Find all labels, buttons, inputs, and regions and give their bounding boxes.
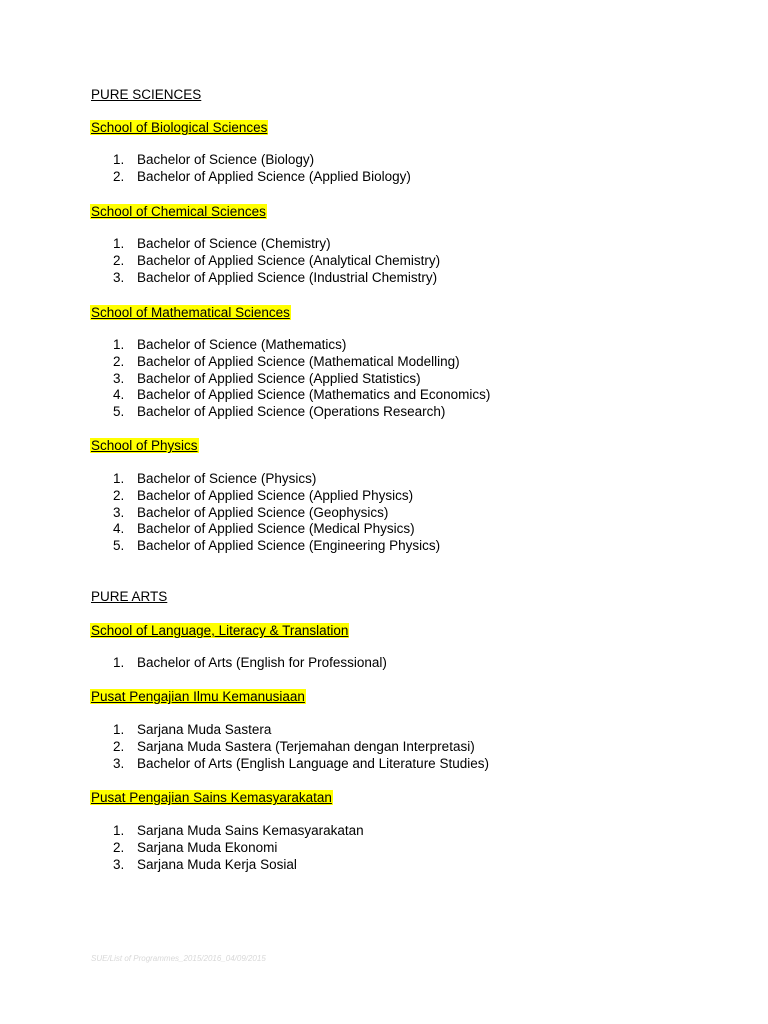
section-title-pure-arts: PURE ARTS: [91, 589, 168, 604]
school-heading-biological-sciences: [90, 119, 268, 136]
programme-name: Sarjana Muda Sains Kemasyarakatan: [137, 823, 364, 838]
programme-number: 1.: [113, 337, 125, 352]
programme-name: Sarjana Muda Ekonomi: [137, 839, 278, 855]
programme-name: Bachelor of Applied Science (Applied Biology): [137, 168, 411, 184]
programme-number: 3.: [113, 269, 125, 285]
programme-name: Bachelor of Applied Science (Medical Physics): [137, 521, 415, 537]
school-name: Pusat Pengajian Ilmu Kemanusiaan: [91, 689, 305, 704]
school-heading-sains-kemasyarakatan: [90, 789, 333, 806]
school-heading-mathematical-sciences: [90, 304, 291, 321]
programme-number: 4.: [113, 387, 125, 403]
programme-number: 1.: [113, 236, 125, 251]
programme-number: 1.: [113, 152, 125, 167]
programme-name: Sarjana Muda Sastera (Terjemahan dengan Interpretasi): [137, 738, 475, 754]
programme-number: 2.: [113, 487, 125, 503]
programme-number: 1.: [113, 655, 125, 670]
footer-reference: SUE/List of Programmes_2015/2016_04/09/2015: [91, 954, 266, 963]
school-name: School of Chemical Sciences: [91, 204, 266, 219]
programme-number: 2.: [113, 252, 125, 268]
programme-name: Bachelor of Applied Science (Operations Research): [137, 404, 446, 420]
programme-number: 3.: [113, 755, 125, 771]
programme-name: Bachelor of Applied Science (Industrial Chemistry): [137, 269, 438, 285]
programme-name: Bachelor of Science (Mathematics): [137, 337, 347, 352]
school-name: School of Physics: [91, 438, 198, 453]
programme-number: 2.: [113, 353, 125, 369]
programme-name: Bachelor of Applied Science (Engineering Physics): [137, 538, 441, 554]
programme-name: Bachelor of Applied Science (Mathematics and Economics): [137, 387, 491, 403]
programme-number: 2.: [113, 839, 125, 855]
school-heading-chemical-sciences: [90, 203, 267, 220]
programme-number: 2.: [113, 738, 125, 754]
programme-name: Bachelor of Applied Science (Mathematical Modelling): [137, 353, 460, 369]
section-title-pure-sciences: PURE SCIENCES: [91, 87, 202, 102]
programme-name: Bachelor of Science (Physics): [137, 471, 317, 486]
school-name: School of Mathematical Sciences: [91, 305, 290, 320]
programme-name: Bachelor of Applied Science (Applied Statistics): [137, 370, 421, 386]
programme-name: Sarjana Muda Kerja Sosial: [137, 856, 297, 872]
school-name: School of Language, Literacy & Translation: [91, 623, 349, 638]
programme-number: 4.: [113, 521, 125, 537]
programme-number: 3.: [113, 504, 125, 520]
programme-number: 5.: [113, 538, 125, 554]
programme-number: 1.: [113, 471, 125, 486]
programme-number: 3.: [113, 370, 125, 386]
programme-name: Sarjana Muda Sastera: [137, 722, 272, 737]
programme-name: Bachelor of Arts (English for Professional): [137, 655, 387, 670]
programme-name: Bachelor of Science (Chemistry): [137, 236, 331, 251]
school-name: Pusat Pengajian Sains Kemasyarakatan: [91, 790, 332, 805]
programme-name: Bachelor of Applied Science (Geophysics): [137, 504, 389, 520]
programme-name: Bachelor of Arts (English Language and Literature Studies): [137, 755, 489, 771]
programme-name: Bachelor of Applied Science (Applied Physics): [137, 487, 414, 503]
programme-number: 3.: [113, 856, 125, 872]
programme-name: Bachelor of Applied Science (Analytical Chemistry): [137, 252, 441, 268]
programme-number: 2.: [113, 168, 125, 184]
school-heading-language-literacy-translation: [90, 622, 349, 639]
programme-number: 1.: [113, 823, 125, 838]
programme-number: 5.: [113, 404, 125, 420]
school-heading-physics: [90, 437, 199, 454]
programme-name: Bachelor of Science (Biology): [137, 152, 315, 167]
school-heading-ilmu-kemanusiaan: [90, 688, 306, 705]
programme-number: 1.: [113, 722, 125, 737]
school-name: School of Biological Sciences: [91, 120, 268, 135]
